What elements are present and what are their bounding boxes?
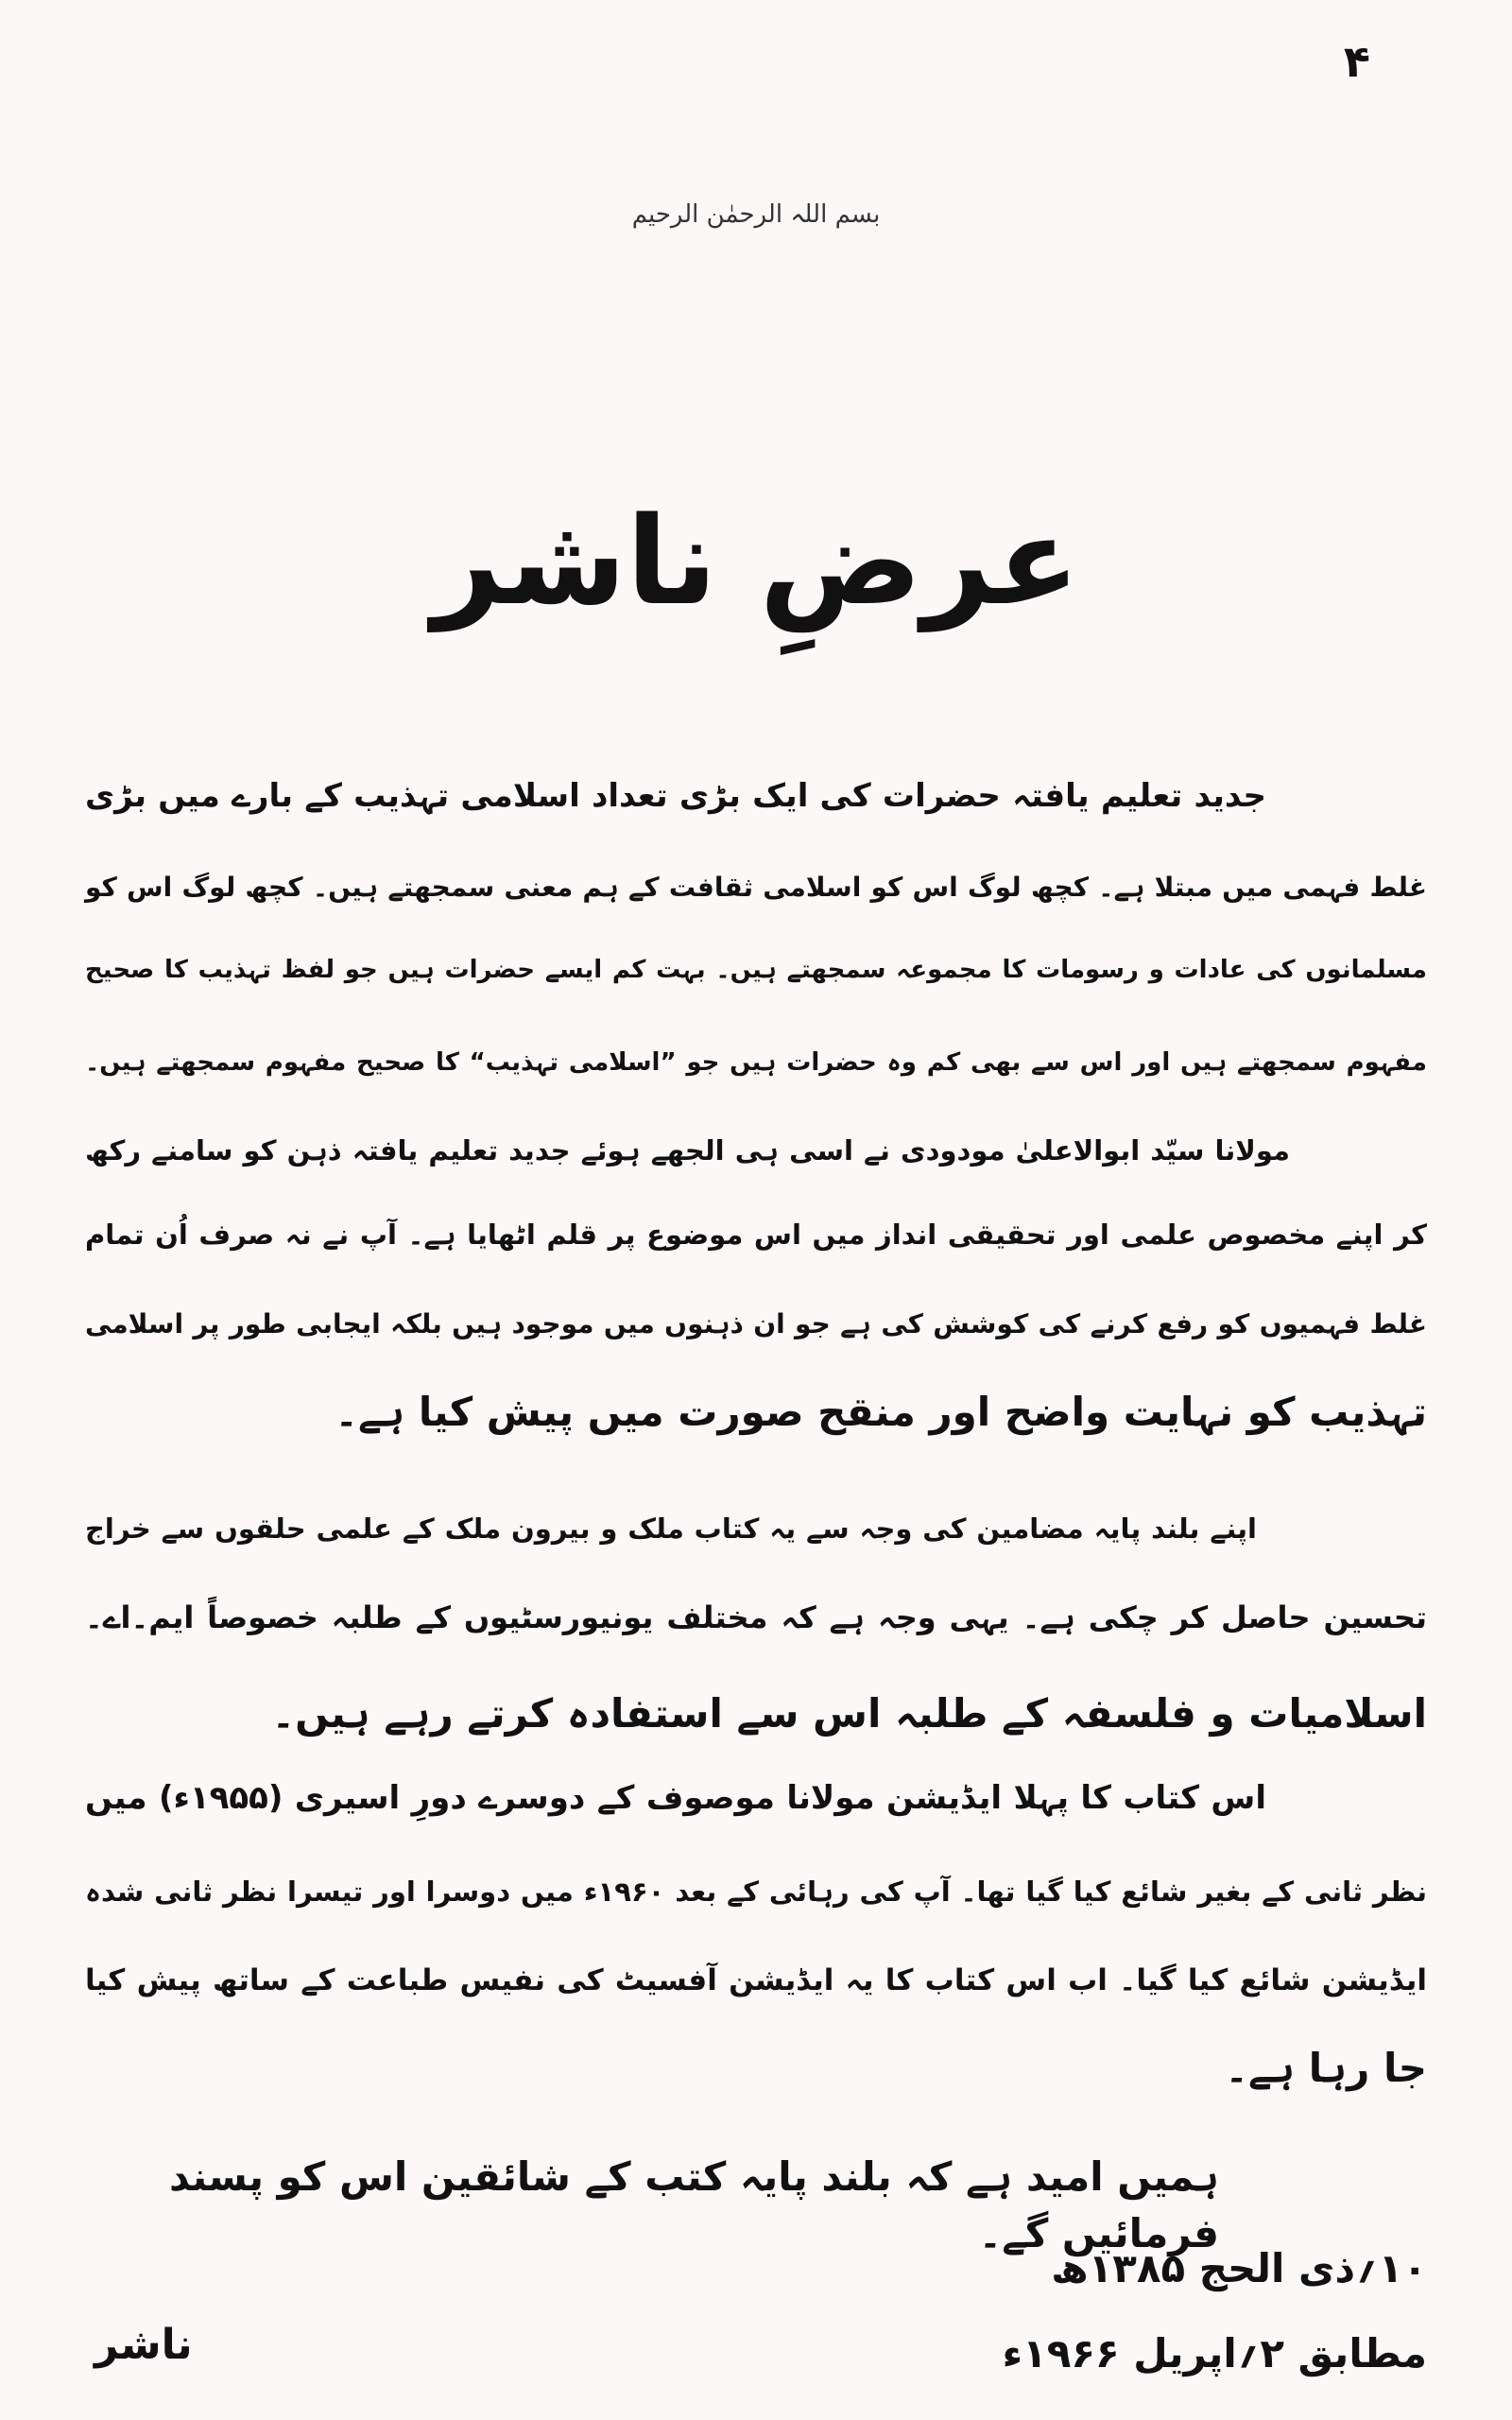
paragraph-line: کر اپنے مخصوص علمی اور تحقیقی انداز میں اس موضوع پر قلم اٹھایا ہے۔ آپ نے نہ صرف اُن تمام bbox=[85, 1219, 1427, 1251]
paragraph-line: ہمیں امید ہے کہ بلند پایہ کتب کے شائقین اس کو پسند فرمائیں گے۔ bbox=[169, 2153, 1219, 2256]
publisher-signature: ناشر bbox=[94, 2321, 193, 2369]
paragraph-line: نظر ثانی کے بغیر شائع کیا گیا تھا۔ آپ کی رہائی کے بعد ۱۹۶۰ء میں دوسرا اور تیسرا نظر ثانی شدہ bbox=[85, 1876, 1428, 1908]
paragraph-line: مولانا سیّد ابوالاعلیٰ مودودی نے اسی ہی الجھے ہوئے جدید تعلیم یافتہ ذہن کو سامنے رکھ bbox=[85, 1134, 1290, 1167]
paragraph-line: اسلامیات و فلسفہ کے طلبہ اس سے استفادہ کرتے رہے ہیں۔ bbox=[271, 1690, 1427, 1737]
paragraph-line: مسلمانوں کی عادات و رسومات کا مجموعہ سمجھتے ہیں۔ بہت کم ایسے حضرات ہیں جو لفظ تہذیب کا صحیح bbox=[85, 956, 1427, 984]
paragraph-line: اپنے بلند پایہ مضامین کی وجہ سے یہ کتاب ملک و بیرون ملک کے علمی حلقوں سے خراج bbox=[85, 1512, 1257, 1545]
bismillah-calligraphy: بسم اللہ الرحمٰن الرحیم bbox=[631, 200, 881, 229]
page-title: عرضِ ناشر bbox=[432, 492, 1080, 632]
paragraph-line: مفہوم سمجھتے ہیں اور اس سے بھی کم وہ حضرات ہیں جو ”اسلامی تہذیب“ کا صحیح مفہوم سمجھتے ہیں۔ bbox=[85, 1048, 1427, 1077]
paragraph-line: جدید تعلیم یافتہ حضرات کی ایک بڑی تعداد اسلامی تہذیب کے بارے میں بڑی bbox=[85, 777, 1266, 815]
paragraph-line: غلط فہمیوں کو رفع کرنے کی کوشش کی ہے جو ان ذہنوں میں موجود ہیں بلکہ ایجابی طور پر اسلامی bbox=[85, 1308, 1427, 1340]
paragraph-line: اس کتاب کا پہلا ایڈیشن مولانا موصوف کے دوسرے دورِ اسیری (۱۹۵۵ء) میں bbox=[85, 1779, 1266, 1817]
paragraph-line: تحسین حاصل کر چکی ہے۔ یہی وجہ ہے کہ مختلف یونیورسٹیوں کے طلبہ خصوصاً ایم۔اے۔ bbox=[85, 1599, 1427, 1635]
page-number: ۴ bbox=[1343, 36, 1370, 87]
paragraph-line: ایڈیشن شائع کیا گیا۔ اب اس کتاب کا یہ ایڈیشن آفسیٹ کی نفیس طباعت کے ساتھ پیش کیا bbox=[85, 1963, 1427, 1997]
paragraph-line: جا رہا ہے۔ bbox=[1225, 2045, 1427, 2091]
paragraph-line: تہذیب کو نہایت واضح اور منقح صورت میں پیش کیا ہے۔ bbox=[335, 1389, 1427, 1435]
date-hijri: ۱۰؍ذی الحج ۱۳۸۵ھ bbox=[1051, 2245, 1427, 2291]
date-gregorian: مطابق ۲؍اپریل ۱۹۶۶ء bbox=[1002, 2330, 1427, 2377]
paragraph-line: غلط فہمی میں مبتلا ہے۔ کچھ لوگ اس کو اسلامی ثقافت کے ہم معنی سمجھتے ہیں۔ کچھ لوگ اس کو bbox=[85, 872, 1427, 903]
